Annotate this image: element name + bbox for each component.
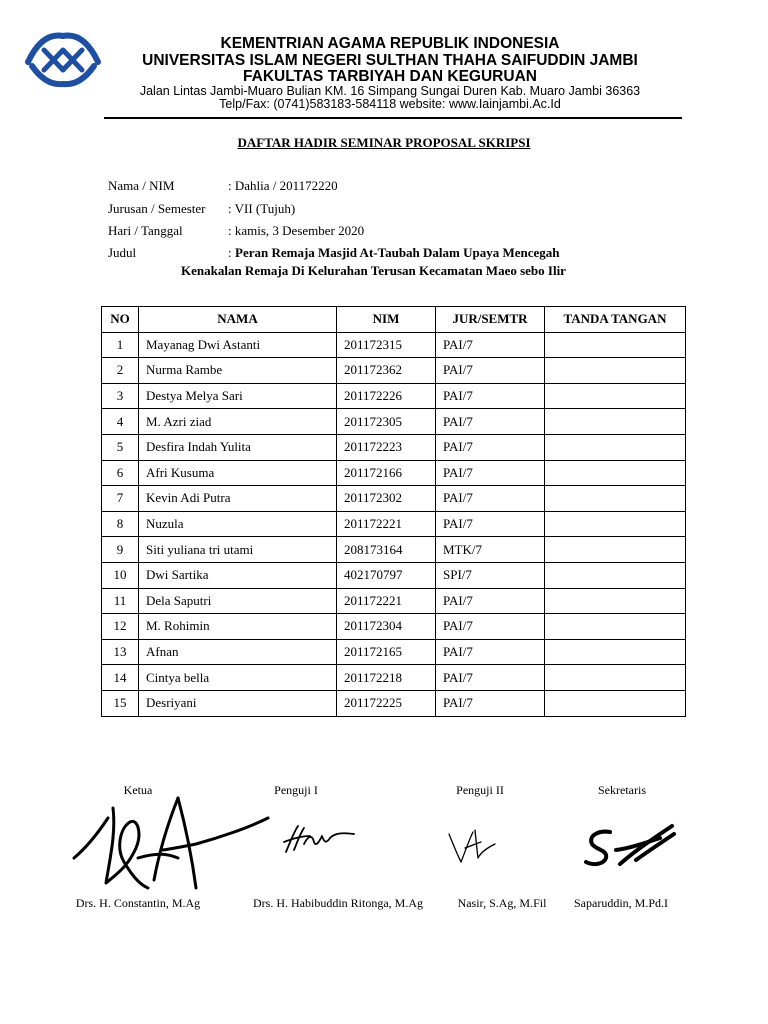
row-signature-cell[interactable]	[545, 562, 686, 588]
table-row	[102, 562, 686, 588]
secretary-name: Saparuddin, M.Pd.I	[574, 896, 668, 910]
date-label: Hari / Tanggal	[108, 223, 183, 238]
row-signature-cell[interactable]	[545, 434, 686, 460]
thesis-title-colon: :	[228, 245, 232, 260]
row-major: PAI/7	[436, 588, 545, 614]
row-nim: 201172165	[337, 639, 436, 665]
row-number: 13	[102, 639, 139, 665]
table-row	[102, 409, 686, 435]
row-nim: 201172221	[337, 588, 436, 614]
university-name: UNIVERSITAS ISLAM NEGERI SULTHAN THAHA SAIFUDDIN JAMBI	[142, 52, 638, 69]
row-major: PAI/7	[436, 690, 545, 716]
row-nim: 201172226	[337, 383, 436, 409]
major-label: Jurusan / Semester	[108, 201, 206, 216]
row-major: PAI/7	[436, 511, 545, 537]
row-number: 7	[102, 486, 139, 512]
row-number: 5	[102, 434, 139, 460]
thesis-title-line2: Kenakalan Remaja Di Kelurahan Terusan Kecamatan Maeo sebo Ilir	[181, 263, 566, 278]
row-number: 14	[102, 665, 139, 691]
row-name: Siti yuliana tri utami	[139, 537, 337, 563]
faculty-name: FAKULTAS TARBIYAH DAN KEGURUAN	[243, 68, 537, 85]
row-name: Desfira Indah Yulita	[139, 434, 337, 460]
row-number: 8	[102, 511, 139, 537]
header-nim: NIM	[337, 307, 436, 333]
examiner1-role: Penguji I	[274, 783, 318, 797]
row-signature-cell[interactable]	[545, 639, 686, 665]
row-major: PAI/7	[436, 460, 545, 486]
table-row	[102, 614, 686, 640]
row-major: PAI/7	[436, 409, 545, 435]
row-number: 15	[102, 690, 139, 716]
thesis-title-label: Judul	[108, 245, 137, 260]
table-row	[102, 383, 686, 409]
row-major: PAI/7	[436, 383, 545, 409]
chair-signature-icon	[68, 788, 268, 908]
row-major: PAI/7	[436, 358, 545, 384]
row-signature-cell[interactable]	[545, 690, 686, 716]
row-nim: 201172315	[337, 332, 436, 358]
row-signature-cell[interactable]	[545, 588, 686, 614]
row-number: 11	[102, 588, 139, 614]
row-nim: 402170797	[337, 562, 436, 588]
row-signature-cell[interactable]	[545, 665, 686, 691]
row-signature-cell[interactable]	[545, 332, 686, 358]
row-nim: 201172225	[337, 690, 436, 716]
row-number: 10	[102, 562, 139, 588]
table-row	[102, 460, 686, 486]
letterhead-divider	[104, 117, 682, 119]
row-number: 9	[102, 537, 139, 563]
table-row	[102, 434, 686, 460]
row-name: Afnan	[139, 639, 337, 665]
row-number: 1	[102, 332, 139, 358]
contact-line: Telp/Fax: (0741)583183-584118 website: www.Iainjambi.Ac.Id	[219, 97, 561, 111]
examiner2-role: Penguji II	[456, 783, 504, 797]
row-signature-cell[interactable]	[545, 358, 686, 384]
row-name: M. Rohimin	[139, 614, 337, 640]
row-nim: 201172305	[337, 409, 436, 435]
header-name: NAMA	[139, 307, 337, 333]
row-nim: 201172223	[337, 434, 436, 460]
university-logo-icon	[22, 30, 104, 90]
header-no: NO	[102, 307, 139, 333]
name-value: : Dahlia / 201172220	[228, 178, 338, 193]
row-major: PAI/7	[436, 434, 545, 460]
row-name: Kevin Adi Putra	[139, 486, 337, 512]
table-header-row	[102, 307, 686, 333]
table-row	[102, 332, 686, 358]
row-name: Dwi Sartika	[139, 562, 337, 588]
table-row	[102, 588, 686, 614]
row-name: Destya Melya Sari	[139, 383, 337, 409]
row-name: Cintya bella	[139, 665, 337, 691]
row-nim: 201172218	[337, 665, 436, 691]
row-name: Mayanag Dwi Astanti	[139, 332, 337, 358]
header-signature: TANDA TANGAN	[545, 307, 686, 333]
ministry-name: KEMENTRIAN AGAMA REPUBLIK INDONESIA	[220, 35, 560, 52]
row-number: 6	[102, 460, 139, 486]
major-value: : VII (Tujuh)	[228, 201, 296, 216]
row-nim: 201172166	[337, 460, 436, 486]
row-nim: 208173164	[337, 537, 436, 563]
row-nim: 201172362	[337, 358, 436, 384]
name-label: Nama / NIM	[108, 178, 175, 193]
address-line: Jalan Lintas Jambi-Muaro Bulian KM. 16 Simpang Sungai Duren Kab. Muaro Jambi 36363	[139, 84, 641, 98]
secretary-signature-icon	[580, 820, 680, 870]
table-row	[102, 537, 686, 563]
table-row	[102, 486, 686, 512]
row-signature-cell[interactable]	[545, 460, 686, 486]
row-name: Dela Saputri	[139, 588, 337, 614]
row-major: PAI/7	[436, 665, 545, 691]
row-major: MTK/7	[436, 537, 545, 563]
row-signature-cell[interactable]	[545, 511, 686, 537]
row-nim: 201172302	[337, 486, 436, 512]
row-signature-cell[interactable]	[545, 537, 686, 563]
row-name: Desriyani	[139, 690, 337, 716]
row-signature-cell[interactable]	[545, 409, 686, 435]
table-row	[102, 639, 686, 665]
date-value: : kamis, 3 Desember 2020	[228, 223, 365, 238]
row-major: PAI/7	[436, 486, 545, 512]
row-nim: 201172304	[337, 614, 436, 640]
examiner1-signature-icon	[280, 822, 360, 862]
row-major: PAI/7	[436, 614, 545, 640]
row-nim: 201172221	[337, 511, 436, 537]
row-number: 2	[102, 358, 139, 384]
row-name: Afri Kusuma	[139, 460, 337, 486]
row-name: Nurma Rambe	[139, 358, 337, 384]
examiner1-name: Drs. H. Habibuddin Ritonga, M.Ag	[253, 896, 423, 910]
row-major: SPI/7	[436, 562, 545, 588]
row-major: PAI/7	[436, 639, 545, 665]
attendance-table	[101, 306, 686, 717]
row-name: M. Azri ziad	[139, 409, 337, 435]
row-name: Nuzula	[139, 511, 337, 537]
row-number: 12	[102, 614, 139, 640]
table-row	[102, 665, 686, 691]
row-signature-cell[interactable]	[545, 383, 686, 409]
secretary-role: Sekretaris	[598, 783, 646, 797]
chair-name: Drs. H. Constantin, M.Ag	[75, 896, 201, 910]
examiner2-name: Nasir, S.Ag, M.Fil	[457, 896, 547, 910]
document-title: DAFTAR HADIR SEMINAR PROPOSAL SKRIPSI	[237, 135, 531, 150]
row-number: 3	[102, 383, 139, 409]
thesis-title-line1: Peran Remaja Masjid At-Taubah Dalam Upaya Mencegah	[235, 245, 560, 260]
row-signature-cell[interactable]	[545, 614, 686, 640]
chair-role: Ketua	[123, 783, 153, 797]
header-major: JUR/SEMTR	[436, 307, 545, 333]
table-row	[102, 511, 686, 537]
row-number: 4	[102, 409, 139, 435]
row-major: PAI/7	[436, 332, 545, 358]
table-row	[102, 358, 686, 384]
table-row	[102, 690, 686, 716]
examiner2-signature-icon	[445, 822, 515, 868]
row-signature-cell[interactable]	[545, 486, 686, 512]
